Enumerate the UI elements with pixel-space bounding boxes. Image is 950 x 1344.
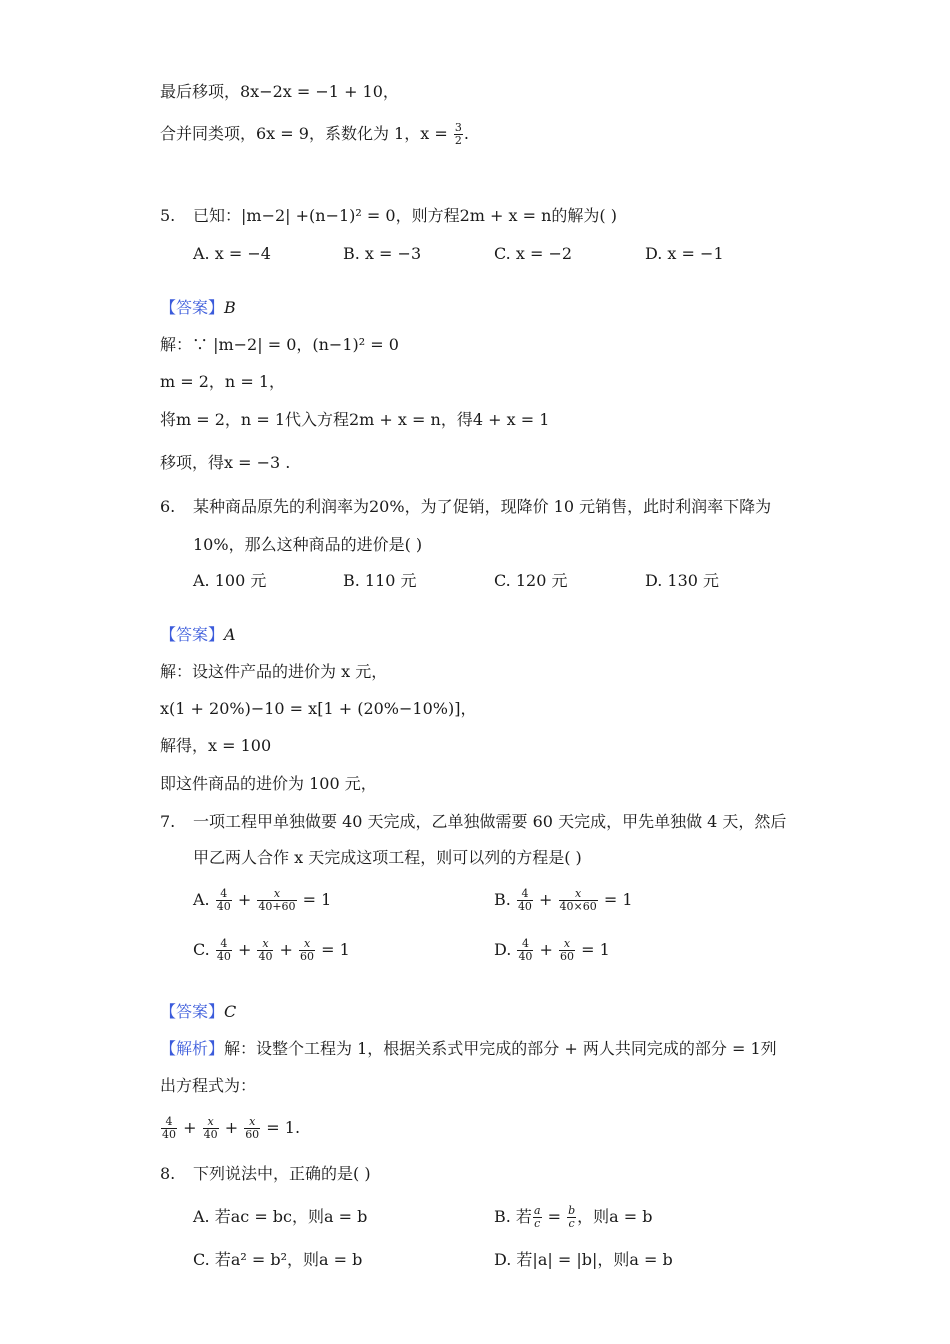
option-b: B. x = −3 bbox=[343, 244, 422, 263]
solution-line: 即这件商品的进价为 100 元， bbox=[160, 774, 377, 793]
question-number: 8. bbox=[160, 1164, 176, 1183]
solution-line: 最后移项，8x−2x = −1 + 10， bbox=[160, 82, 399, 101]
fraction: $\frac{3}{2}$ bbox=[454, 121, 462, 147]
solution-line: 合并同类项，6x = 9，系数化为 1，x = $\frac{3}{2}$ . bbox=[160, 121, 469, 147]
question-stem: 下列说法中，正确的是( ) bbox=[193, 1164, 371, 1183]
question-number: 6. bbox=[160, 497, 176, 516]
solution-line: m = 2，n = 1， bbox=[160, 372, 285, 391]
solution-line: 解得，x = 100 bbox=[160, 736, 272, 755]
option-d: D. $\frac{4}{40}$ + $\frac{x}{60}$ = 1 bbox=[494, 937, 610, 963]
question-stem: 10%，那么这种商品的进价是( ) bbox=[193, 535, 423, 554]
solution-line: x(1 + 20%)−10 = x[1 + (20%−10%)]， bbox=[160, 699, 477, 718]
question-stem: 已知：|m−2| +(n−1)² = 0，则方程2m + x = n的解为( ) bbox=[193, 206, 617, 225]
option-c: C. $\frac{4}{40}$ + $\frac{x}{40}$ + $\frac{x}{60}$ = 1 bbox=[193, 937, 350, 963]
option-d: D. 130 元 bbox=[645, 571, 720, 590]
option-b: B. $\frac{4}{40}$ + $\frac{x}{40\times 60}$ = 1 bbox=[494, 887, 633, 913]
option-d: D. 若|a| = |b|，则a = b bbox=[494, 1250, 673, 1269]
option-a: A. x = −4 bbox=[193, 244, 271, 263]
solution-line: 解：设这件产品的进价为 x 元， bbox=[160, 662, 388, 681]
option-d: D. x = −1 bbox=[645, 244, 724, 263]
question-stem: 甲乙两人合作 x 天完成这项工程，则可以列的方程是( ) bbox=[193, 848, 582, 867]
answer-line: 【答案】C bbox=[160, 1002, 237, 1021]
option-a: A. $\frac{4}{40}$ + $\frac{x}{40+60}$ = 1 bbox=[193, 887, 332, 913]
option-c: C. x = −2 bbox=[494, 244, 573, 263]
analysis-line: 出方程式为： bbox=[160, 1076, 257, 1095]
question-number: 5. bbox=[160, 206, 176, 225]
option-a: A. 若ac = bc，则a = b bbox=[193, 1207, 368, 1226]
analysis-equation: $\frac{4}{40}$ + $\frac{x}{40}$ + $\frac{x}{60}$ = 1. bbox=[162, 1115, 301, 1141]
question-stem: 一项工程甲单独做要 40 天完成，乙单独做需要 60 天完成，甲先单独做 4 天，然后 bbox=[193, 812, 787, 831]
answer-line: 【答案】B bbox=[160, 298, 236, 317]
solution-line: 解：∵ |m−2| = 0，(n−1)² = 0 bbox=[160, 335, 399, 354]
solution-line: 将m = 2，n = 1代入方程2m + x = n，得4 + x = 1 bbox=[160, 410, 550, 429]
option-b: B. 110 元 bbox=[343, 571, 417, 590]
option-b: B. 若 $\frac{a}{c}$ = $\frac{b}{c}$ ，则a = b bbox=[494, 1204, 653, 1230]
question-stem: 某种商品原先的利润率为20%，为了促销，现降价 10 元销售，此时利润率下降为 bbox=[193, 497, 772, 516]
option-c: C. 120 元 bbox=[494, 571, 568, 590]
question-number: 7. bbox=[160, 812, 176, 831]
answer-line: 【答案】A bbox=[160, 625, 236, 644]
option-a: A. 100 元 bbox=[193, 571, 267, 590]
solution-line: 移项，得x = −3 . bbox=[160, 453, 291, 472]
analysis-line: 【解析】解：设整个工程为 1，根据关系式甲完成的部分 + 两人共同完成的部分 = 1列 bbox=[160, 1039, 777, 1058]
option-c: C. 若a² = b²，则a = b bbox=[193, 1250, 363, 1269]
